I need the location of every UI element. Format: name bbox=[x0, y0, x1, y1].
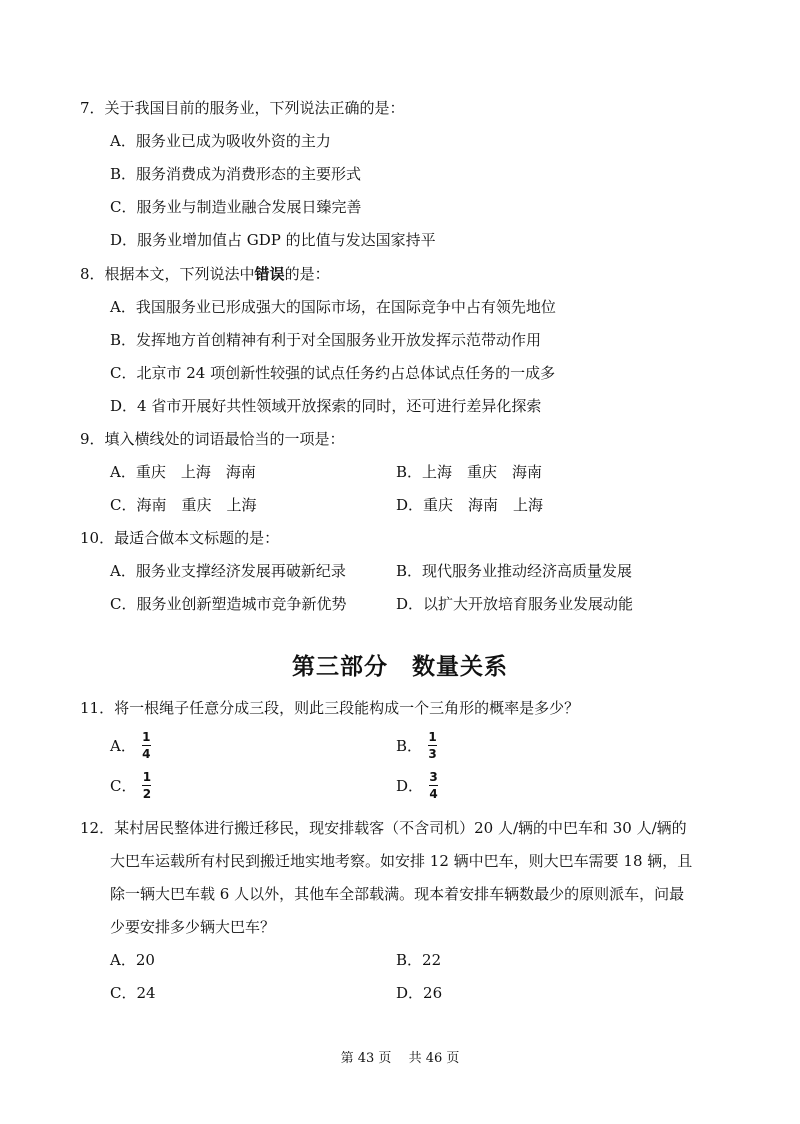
q7-option-c: C．服务业与制造业融合发展日臻完善 bbox=[110, 198, 362, 216]
fraction bbox=[428, 730, 437, 761]
q8-stem-post: 的是： bbox=[284, 265, 330, 283]
q8-option-a: A．我国服务业已形成强大的国际市场，在国际竞争中占有领先地位 bbox=[110, 298, 556, 316]
fraction-bar bbox=[429, 785, 438, 786]
q7-option-b: B．服务消费成为消费形态的主要形式 bbox=[110, 165, 362, 183]
q9-option-b: B．上海 重庆 海南 bbox=[396, 463, 543, 481]
q11-option-b-label: B． bbox=[396, 737, 423, 755]
question-9-stem: 9．填入横线处的词语最恰当的一项是： bbox=[80, 430, 345, 448]
q8-option-b: B．发挥地方首创精神有利于对全国服务业开放发挥示范带动作用 bbox=[110, 331, 542, 349]
fraction-bar bbox=[142, 785, 151, 786]
question-11-stem: 11．将一根绳子任意分成三段，则此三段能构成一个三角形的概率是多少？ bbox=[80, 699, 580, 717]
q8-option-c: C．北京市 24 项创新性较强的试点任务约占总体试点任务的一成多 bbox=[110, 364, 556, 382]
q12-option-a: A．20 bbox=[110, 951, 155, 969]
question-8-stem bbox=[80, 264, 330, 284]
fraction-denominator: 3 bbox=[428, 747, 437, 761]
q9-option-c: C．海南 重庆 上海 bbox=[110, 496, 257, 514]
q12-option-b: B．22 bbox=[396, 951, 442, 969]
q11-option-d bbox=[396, 770, 438, 801]
q10-option-b: B．现代服务业推动经济高质量发展 bbox=[396, 562, 633, 580]
question-12-stem-line-4: 少要安排多少辆大巴车？ bbox=[110, 918, 276, 936]
q10-option-d: D．以扩大开放培育服务业发展动能 bbox=[396, 595, 634, 613]
question-12-stem-line-3: 除一辆大巴车载 6 人以外，其他车全部载满。现本着安排车辆数最少的原则派车，问最 bbox=[110, 885, 685, 903]
q9-option-a: A．重庆 上海 海南 bbox=[110, 463, 256, 481]
q11-option-a bbox=[110, 730, 151, 761]
q10-option-c: C．服务业创新塑造城市竞争新优势 bbox=[110, 595, 347, 613]
fraction bbox=[142, 770, 151, 801]
q7-option-d: D．服务业增加值占 GDP 的比值与发达国家持平 bbox=[110, 231, 436, 249]
q11-option-c-label: C． bbox=[110, 777, 137, 795]
section-title: 第三部分 数量关系 bbox=[292, 653, 508, 680]
fraction-bar bbox=[142, 745, 151, 746]
question-12-stem-line-1: 12．某村居民整体进行搬迁移民，现安排载客（不含司机）20 人/辆的中巴车和 30 人/辆的 bbox=[80, 819, 687, 837]
q11-option-b bbox=[396, 730, 437, 761]
q11-option-c bbox=[110, 770, 151, 801]
page-footer: 第 43 页 共 46 页 bbox=[340, 1051, 460, 1066]
fraction-denominator: 4 bbox=[429, 787, 438, 801]
question-10-stem: 10．最适合做本文标题的是： bbox=[80, 529, 280, 547]
q7-option-a: A．服务业已成为吸收外资的主力 bbox=[110, 132, 331, 150]
q12-option-c: C．24 bbox=[110, 984, 156, 1002]
q8-option-d: D．4 省市开展好共性领域开放探索的同时，还可进行差异化探索 bbox=[110, 397, 542, 415]
q8-stem-emphasis: 错误 bbox=[254, 265, 285, 283]
fraction-numerator: 1 bbox=[142, 770, 152, 784]
question-12-stem-line-2: 大巴车运载所有村民到搬迁地实地考察。如安排 12 辆中巴车，则大巴车需要 18 辆，且 bbox=[110, 852, 693, 870]
q8-stem-pre: 8．根据本文，下列说法中 bbox=[80, 265, 255, 283]
fraction-denominator: 4 bbox=[142, 747, 151, 761]
fraction-numerator: 3 bbox=[429, 770, 438, 784]
q10-option-a: A．服务业支撑经济发展再破新纪录 bbox=[110, 562, 346, 580]
q12-option-d: D．26 bbox=[396, 984, 443, 1002]
fraction-numerator: 1 bbox=[428, 730, 437, 744]
fraction-numerator: 1 bbox=[142, 730, 151, 744]
fraction-bar bbox=[428, 745, 437, 746]
question-7-stem: 7．关于我国目前的服务业，下列说法正确的是： bbox=[80, 99, 405, 117]
fraction bbox=[142, 730, 151, 761]
q11-option-a-label: A． bbox=[110, 737, 136, 755]
q9-option-d: D．重庆 海南 上海 bbox=[396, 496, 544, 514]
fraction bbox=[429, 770, 438, 801]
q11-option-d-label: D． bbox=[396, 777, 424, 795]
fraction-denominator: 2 bbox=[142, 787, 152, 801]
